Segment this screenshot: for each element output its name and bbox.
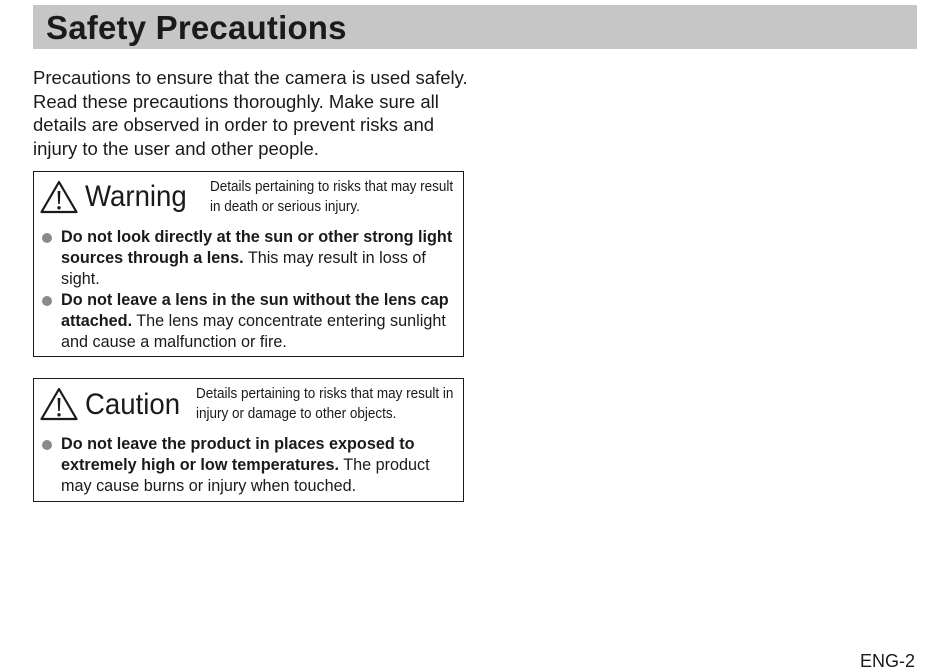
warning-triangle-icon (40, 180, 78, 214)
item-text: The product may cause burns or injury when touched. (61, 456, 430, 495)
page-number: ENG-2 (859, 651, 915, 671)
list-item (34, 227, 463, 290)
list-item (34, 290, 463, 353)
caution-description: Details pertaining to risks that may result in injury or damage to other objects. (196, 385, 454, 422)
item-text: The lens may concentrate entering sunlight and cause a malfunction or fire. (61, 312, 446, 351)
warning-description: Details pertaining to risks that may result in death or serious injury. (210, 178, 454, 215)
intro-paragraph: Precautions to ensure that the camera is used safely. Read these precautions thoroughly. Make sure all details are observed in order to prevent risks and injury to the user and other people. (33, 67, 468, 159)
caution-list (34, 434, 463, 497)
list-item (34, 434, 463, 497)
item-bold-text: Do not leave a lens in the sun without the lens cap attached. (61, 291, 449, 330)
warning-box (33, 171, 464, 357)
title-bar (33, 5, 917, 49)
item-bold-text: Do not leave the product in places exposed to extremely high or low temperatures. (61, 435, 415, 474)
item-bold-text: Do not look directly at the sun or other strong light sources through a lens. (61, 228, 453, 267)
bullet-icon (42, 296, 52, 306)
item-text: This may result in loss of sight. (61, 249, 426, 288)
page-title: Safety Precautions (46, 9, 347, 46)
warning-triangle-icon (40, 387, 78, 421)
warning-list (34, 227, 463, 353)
bullet-icon (42, 233, 52, 243)
warning-header (34, 172, 463, 222)
caution-box (33, 378, 464, 502)
caution-label: Caution (85, 388, 181, 421)
warning-label: Warning (85, 180, 187, 213)
caution-header (34, 379, 463, 429)
bullet-icon (42, 440, 52, 450)
